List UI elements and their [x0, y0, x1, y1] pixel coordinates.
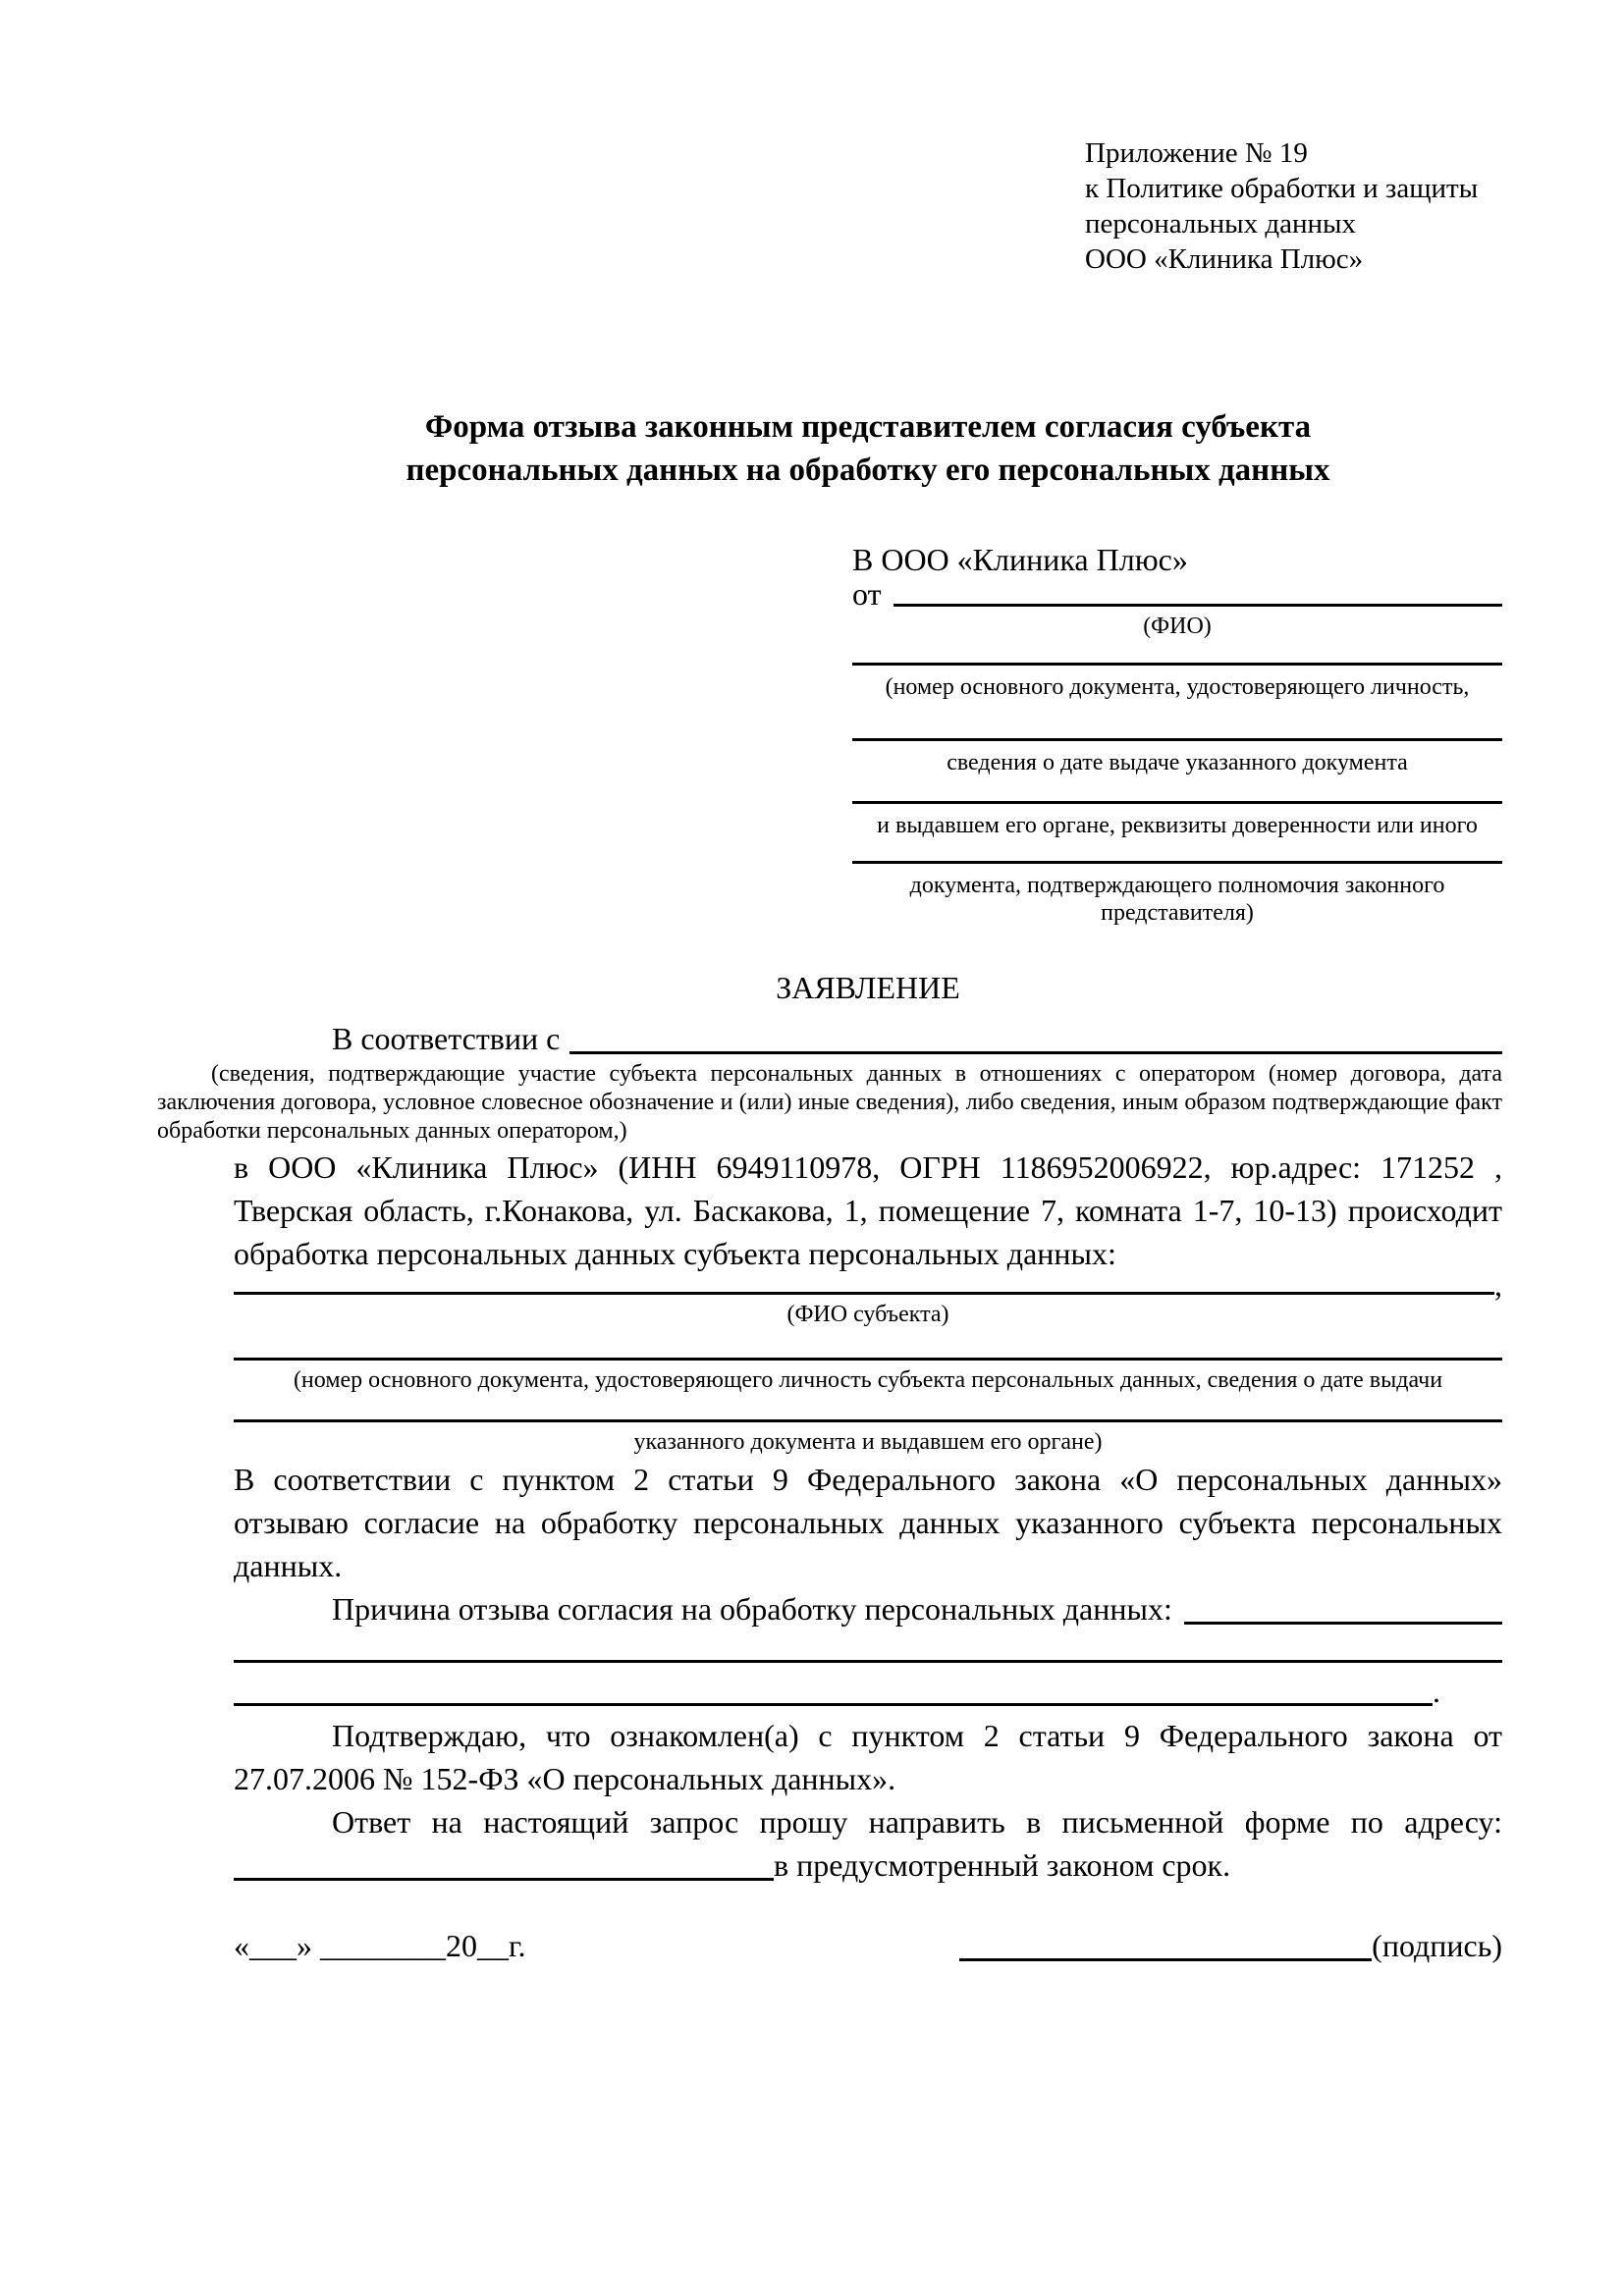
reason-field-line [1184, 1622, 1502, 1625]
operator-paragraph: в ООО «Клиника Плюс» (ИНН 6949110978, ОГРН 1186952006922, юр.адрес: 171252 , Тверская область, г.Конакова, ул. Баскакова, 1, помещение 7, комната 1-7, 10-13) происходит обработка персональных данных субъекта персональных данных: [234, 1149, 1502, 1271]
addressee-from-label: от [852, 576, 882, 612]
authority-document-caption: документа, подтверждающего полномочия законного представителя) [909, 873, 1445, 926]
subject-fio-field-line [234, 1292, 1494, 1295]
statement-intro-row [234, 1017, 1502, 1060]
addressee-from-row [852, 576, 1502, 612]
subject-fio-caption: (ФИО субъекта) [786, 1302, 949, 1327]
form-title-line2: персональных данных на обработку его персональных данных [406, 453, 1330, 488]
document-number-field-line [852, 663, 1502, 666]
subject-fio-row [234, 1267, 1502, 1303]
appendix-header-line: ООО «Клиника Плюс» [1085, 243, 1364, 275]
fio-caption: (ФИО) [1143, 614, 1212, 639]
appendix-header-line: персональных данных [1085, 208, 1357, 240]
reason-label: Причина отзыва согласия на обработку персональных данных: [332, 1591, 1172, 1627]
subject-document-caption1: (номер основного документа, удостоверяющего личность субъекта персональных данных, сведения о дате выдачи [293, 1367, 1443, 1393]
reason-blank-suffix: . [1433, 1674, 1440, 1709]
document-content [157, 0, 1502, 1967]
basis-field-line [569, 1051, 1502, 1054]
reason-blank-line-1 [234, 1660, 1502, 1663]
reply-suffix-text: в предусмотренный законом срок. [774, 1847, 1231, 1883]
reason-blank-row-2 [234, 1674, 1502, 1709]
issuing-authority-field-line [852, 801, 1502, 804]
footer-row [234, 1924, 1502, 1967]
appendix-header [1085, 135, 1502, 277]
appendix-header-line: к Политике обработки и защиты [1085, 173, 1479, 204]
subject-fio-suffix: , [1494, 1267, 1502, 1303]
reply-address-field-line [234, 1878, 774, 1881]
withdrawal-paragraph: В соответствии с пунктом 2 статьи 9 Федерального закона «О персональных данных» отзываю согласие на обработку персональных данных указанного субъекта персональных данных. [234, 1462, 1502, 1583]
authority-document-field-line [852, 861, 1502, 864]
basis-note: (сведения, подтверждающие участие субъекта персональных данных в отношениях с оператором (номер договора, дата заключения договора, условное словесное обозначение и (или) иные сведения), либо сведения, иным образом подтверждающие факт обработки персональных данных оператором,) [157, 1061, 1502, 1144]
issue-date-field-line [852, 738, 1502, 741]
signature-group [959, 1924, 1502, 1967]
fio-field-line [893, 604, 1502, 607]
addressee-to: В ООО «Клиника Плюс» [852, 542, 1188, 577]
issue-date-caption: сведения о дате выдаче указанного документа [947, 750, 1408, 775]
form-title-line1: Форма отзыва законным представителем согласия субъекта [424, 409, 1312, 445]
date-blank-text: «___» ________20__г. [234, 1928, 526, 1963]
confirm-paragraph: Подтверждаю, что ознакомлен(а) с пунктом 2 статьи 9 Федерального закона от 27.07.2006 № 152-ФЗ «О персональных данных». [234, 1718, 1502, 1796]
statement-intro-label: В соответствии с [332, 1021, 561, 1056]
document-number-caption: (номер основного документа, удостоверяющего личность, [885, 674, 1470, 700]
signature-field-line [959, 1958, 1372, 1961]
addressee-block [852, 538, 1502, 927]
reason-blank-line-2 [234, 1703, 1433, 1706]
reply-address-row [234, 1843, 1502, 1887]
subject-document-field-line2 [234, 1419, 1502, 1422]
appendix-header-line: Приложение № 19 [1085, 137, 1308, 169]
signature-caption: (подпись) [1372, 1928, 1502, 1963]
issuing-authority-caption: и выдавшем его органе, реквизиты доверенности или иного [877, 813, 1478, 838]
reason-row [234, 1587, 1502, 1630]
reply-paragraph: Ответ на настоящий запрос прошу направить в письменной форме по адресу: [332, 1804, 1502, 1840]
subject-document-caption2: указанного документа и выдавшем его органе) [633, 1429, 1103, 1455]
subject-document-field-line [234, 1358, 1502, 1361]
form-title [234, 405, 1502, 492]
statement-heading: ЗАЯВЛЕНИЕ [776, 970, 960, 1005]
